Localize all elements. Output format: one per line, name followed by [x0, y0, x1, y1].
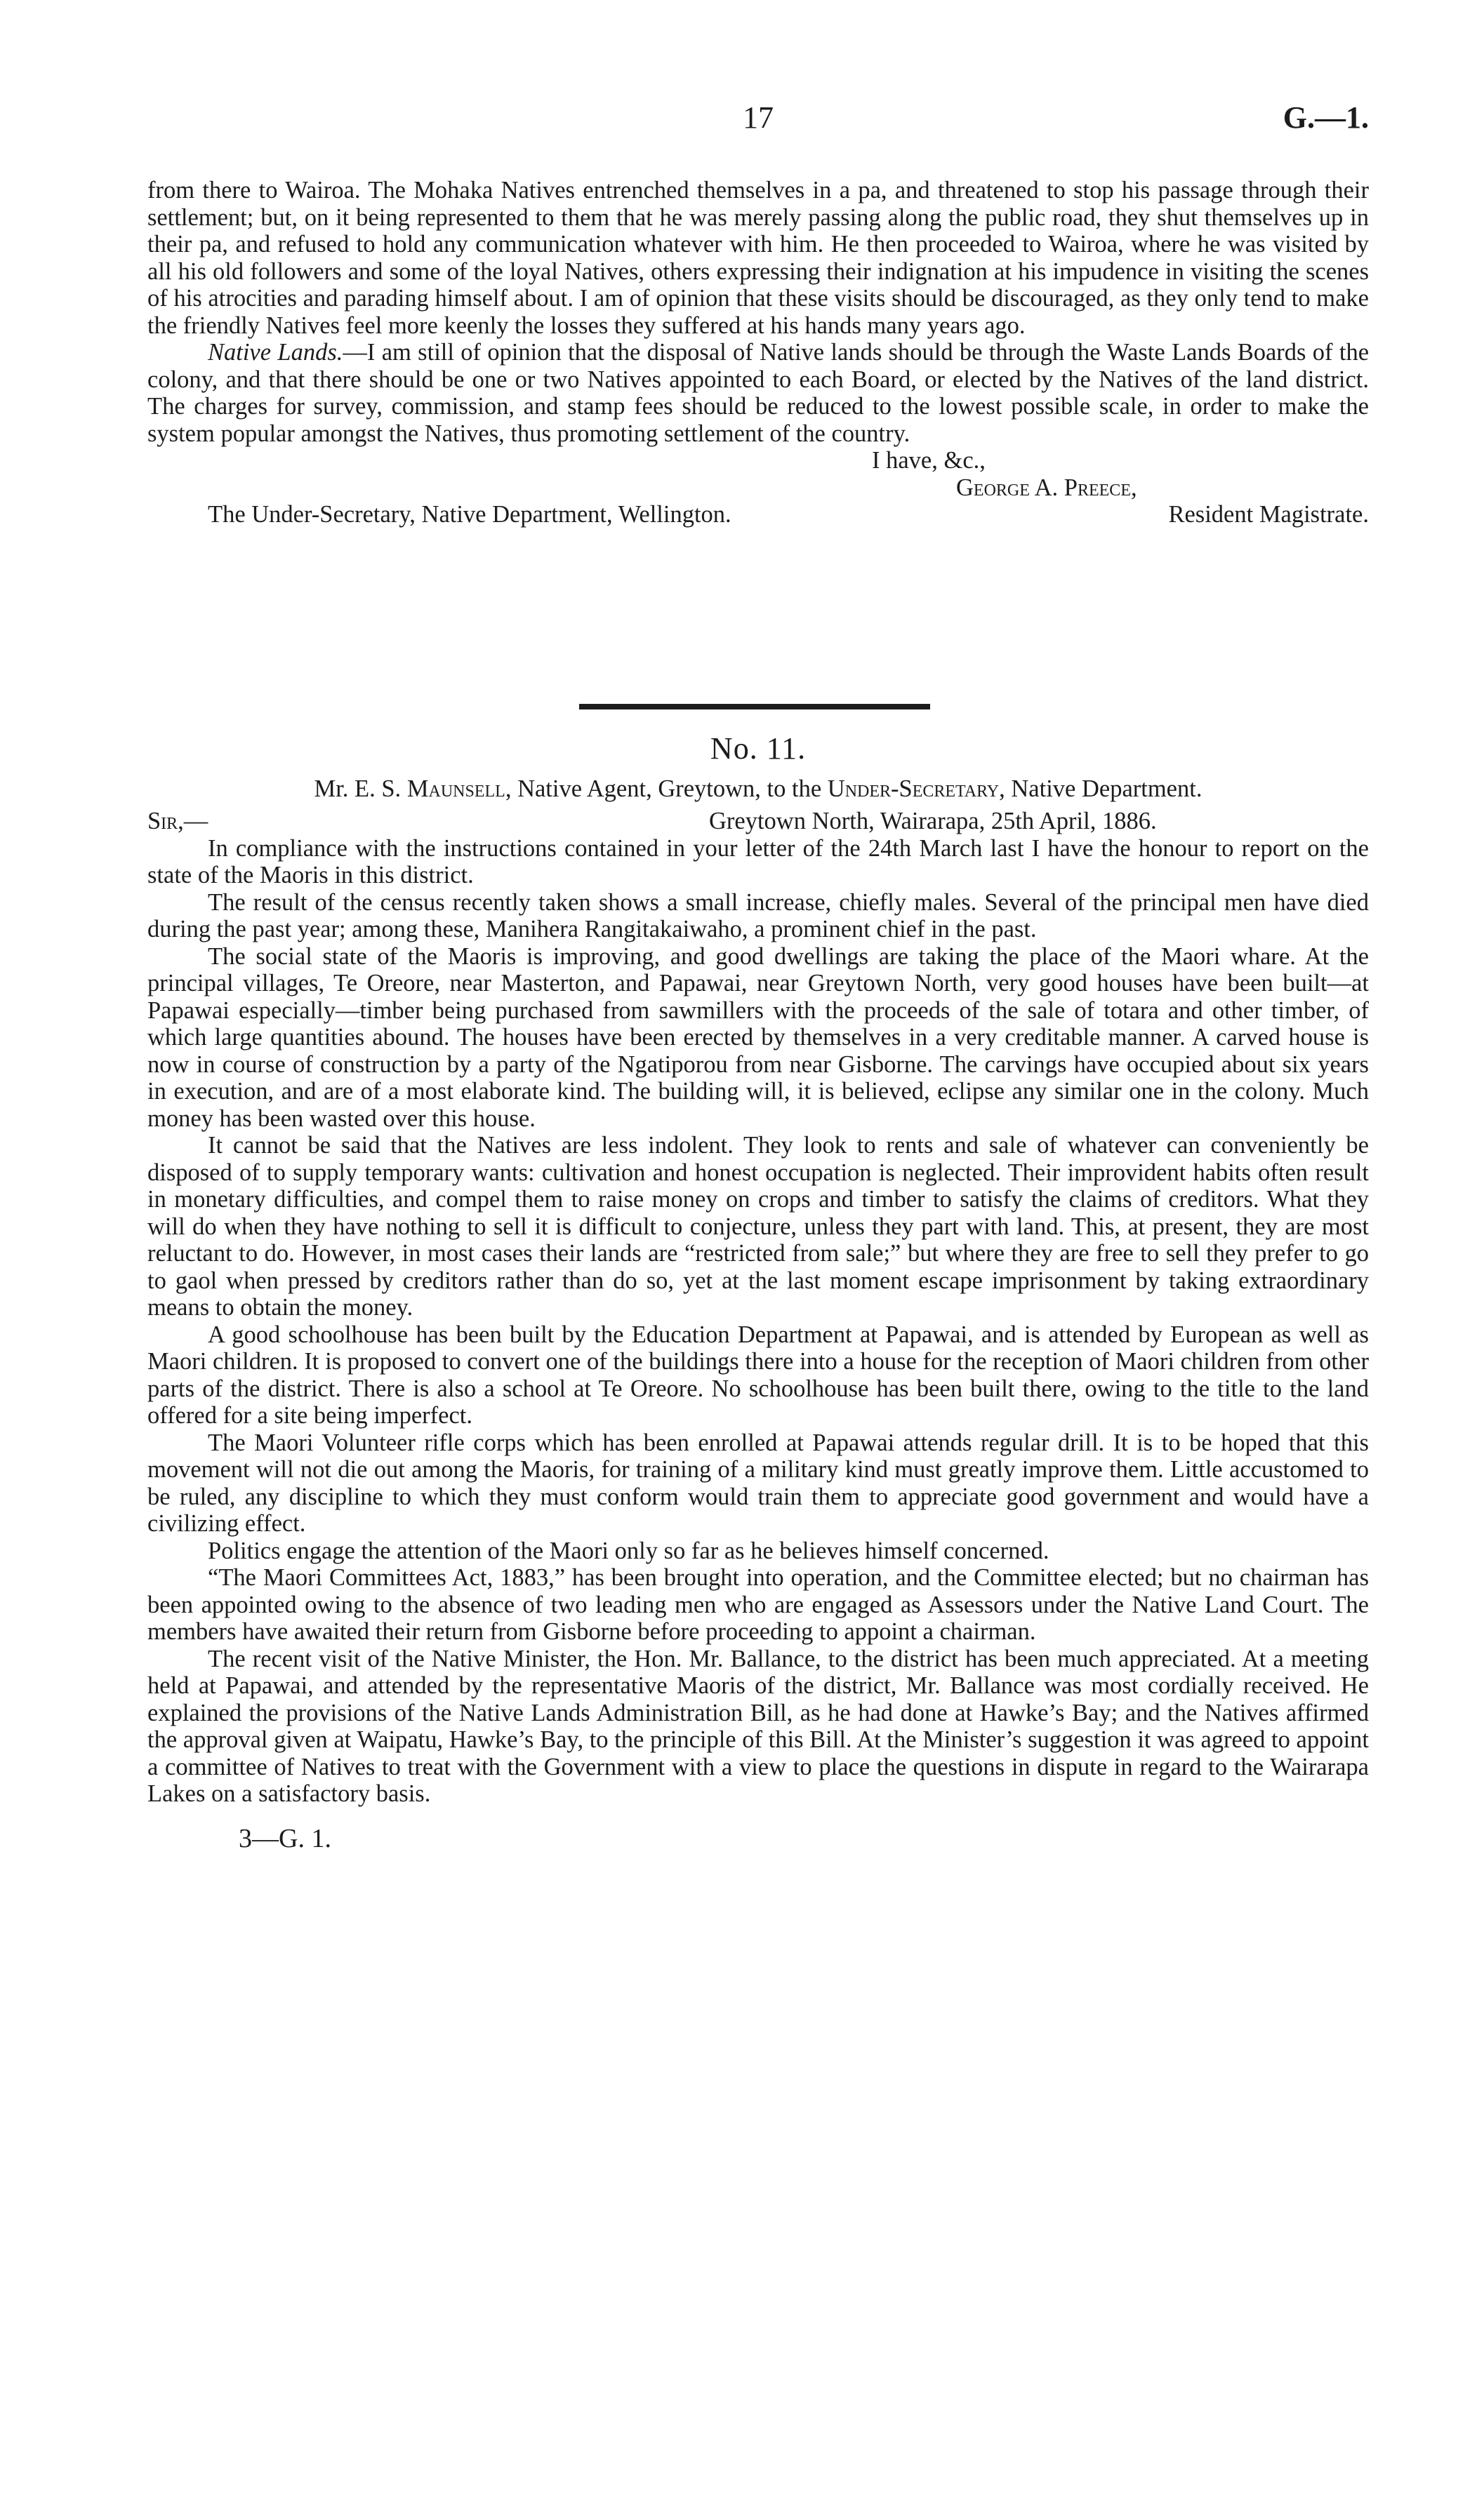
closing-line	[147, 447, 1369, 474]
salutation-line	[147, 807, 1369, 835]
document-reference: G.—1.	[1283, 100, 1369, 135]
subhead-part: Mr. E. S.	[314, 775, 407, 802]
paragraph: The social state of the Maoris is improving, and good dwellings are taking the place of the Maori whare. At the principal villages, Te Oreore, near Masterton, and Papawai, near Greytown North, very good houses have been built—at Papawai especially—timber being purchased from sawmillers with the proceeds of the sale of totara and other timber, of which large quantities abound. The houses have been erected by themselves in a very creditable manner. A carved house is now in course of construction by a party of the Ngatiporou from near Gisborne. The carvings have occupied about six years in execution, and are of a most elaborate kind. The building will, it is believed, eclipse any similar one in the colony. Much money has been wasted over this house.	[147, 942, 1369, 1132]
closing: I have, &c.,	[872, 447, 986, 474]
paragraph: from there to Wairoa. The Mohaka Natives entrenched themselves in a pa, and threatened to stop his passage through their settlement; but, on it being represented to them that he was merely passing along the public road, they shut themselves up in their pa, and refused to hold any communication whatever with him. He then proceeded to Wairoa, where he was visited by all his old followers and some of the loyal Natives, others expressing their indignation at his impudence in visiting the scenes of his atrocities and parading himself about. I am of opinion that these visits should be discouraged, as they only tend to make the friendly Natives feel more keenly the losses they suffered at his hands many years ago.	[147, 177, 1369, 339]
paragraph: “The Maori Committees Act, 1883,” has been brought into operation, and the Committee elected; but no chairman has been appointed owing to the absence of two leading men who are engaged as Assessors under the Native Land Court. The members have awaited their return from Gisborne before proceeding to appoint a chairman.	[147, 1564, 1369, 1645]
page-header	[147, 100, 1369, 142]
addressee-line	[147, 501, 1369, 528]
paragraph: Politics engage the attention of the Maori only so far as he believes himself concerned.	[208, 1537, 1049, 1564]
letter-body	[147, 835, 1369, 1808]
paragraph-text: —I am still of opinion that the disposal of Native lands should be through the Waste Lands Boards of the colony, and that there should be one or two Natives appointed to each Board, or elected by the Natives of the land district. The charges for survey, commission, and stamp fees should be reduced to the lowest possible scale, in order to make the system popular amongst the Natives, thus promoting settlement of the country.	[147, 339, 1370, 447]
paragraph: The Maori Volunteer rifle corps which has been enrolled at Papawai attends regular drill. It is to be hoped that this movement will not die out among the Maoris, for training of a military kind must greatly improve them. Little accustomed to be ruled, any discipline to which they must conform would train them to appreciate good government and would have a civilizing effect.	[147, 1429, 1369, 1537]
salutation: Sir,—	[147, 807, 208, 834]
paragraph-native-lands	[147, 339, 1369, 447]
signature-line	[147, 474, 1369, 502]
paragraph: The recent visit of the Native Minister, the Hon. Mr. Ballance, to the district has been much appreciated. At a meeting held at Papawai, and attended by the representative Maoris of the district, Mr. Ballance was most cordially received. He explained the provisions of the Native Lands Administration Bill, as he had done at Hawke’s Bay; and the Natives affirmed the approval given at Waipatu, Hawke’s Bay, to the principle of this Bill. At the Minister’s suggestion it was agreed to appoint a committee of Natives to treat with the Government with a view to place the questions in dispute in regard to the Wairarapa Lakes on a satisfactory basis.	[147, 1645, 1369, 1807]
letter-subheading	[147, 775, 1369, 803]
signatory-title: Resident Magistrate.	[1168, 501, 1369, 528]
paragraph-lead: Native Lands.	[208, 339, 343, 366]
section-no-11	[147, 731, 1369, 1854]
section-divider	[579, 704, 930, 709]
paragraph: The result of the census recently taken shows a small increase, chiefly males. Several of the principal men have died during the past year; among these, Manihera Rangitakaiwaho, a prominent chief in the past.	[147, 888, 1369, 942]
addressee: The Under-Secretary, Native Department, Wellington.	[208, 501, 731, 528]
page-number: 17	[743, 100, 774, 135]
sender-name: Maunsell	[406, 775, 505, 802]
paragraph: In compliance with the instructions contained in your letter of the 24th March last I have the honour to report on the state of the Maoris in this district.	[147, 834, 1369, 888]
signature-mark: 3—G. 1.	[239, 1823, 331, 1853]
section-heading: No. 11.	[710, 731, 807, 766]
paragraph: A good schoolhouse has been built by the Education Department at Papawai, and is attended by European as well as Maori children. It is proposed to convert one of the buildings there into a house for the reception of Maori children from other parts of the district. There is also a school at Te Oreore. No schoolhouse has been built there, owing to the title to the land offered for a site being imperfect.	[147, 1321, 1369, 1429]
place-date: Greytown North, Wairarapa, 25th April, 1886.	[709, 807, 1157, 834]
paragraph: It cannot be said that the Natives are less indolent. They look to rents and sale of whatever can conveniently be disposed of to supply temporary wants: cultivation and honest occupation is neglected. Their improvident habits often result in monetary difficulties, and compel them to raise money on crops and timber to satisfy the claims of creditors. What they will do when they have nothing to sell it is difficult to conjecture, unless they part with land. This, at present, they are most reluctant to do. However, in most cases their lands are “restricted from sale;” but where they are free to sell they prefer to go to gaol when pressed by creditors rather than do so, yet at the last moment escape imprisonment by taking extraordinary means to obtain the money.	[147, 1132, 1369, 1321]
section-preece-letter-end	[147, 177, 1369, 528]
recipient-title: Under-Secretary	[827, 775, 1000, 802]
subhead-part: , Native Agent, Greytown, to the	[505, 775, 828, 802]
subhead-part: , Native Department.	[999, 775, 1203, 802]
signature: George A. Preece,	[956, 474, 1137, 501]
